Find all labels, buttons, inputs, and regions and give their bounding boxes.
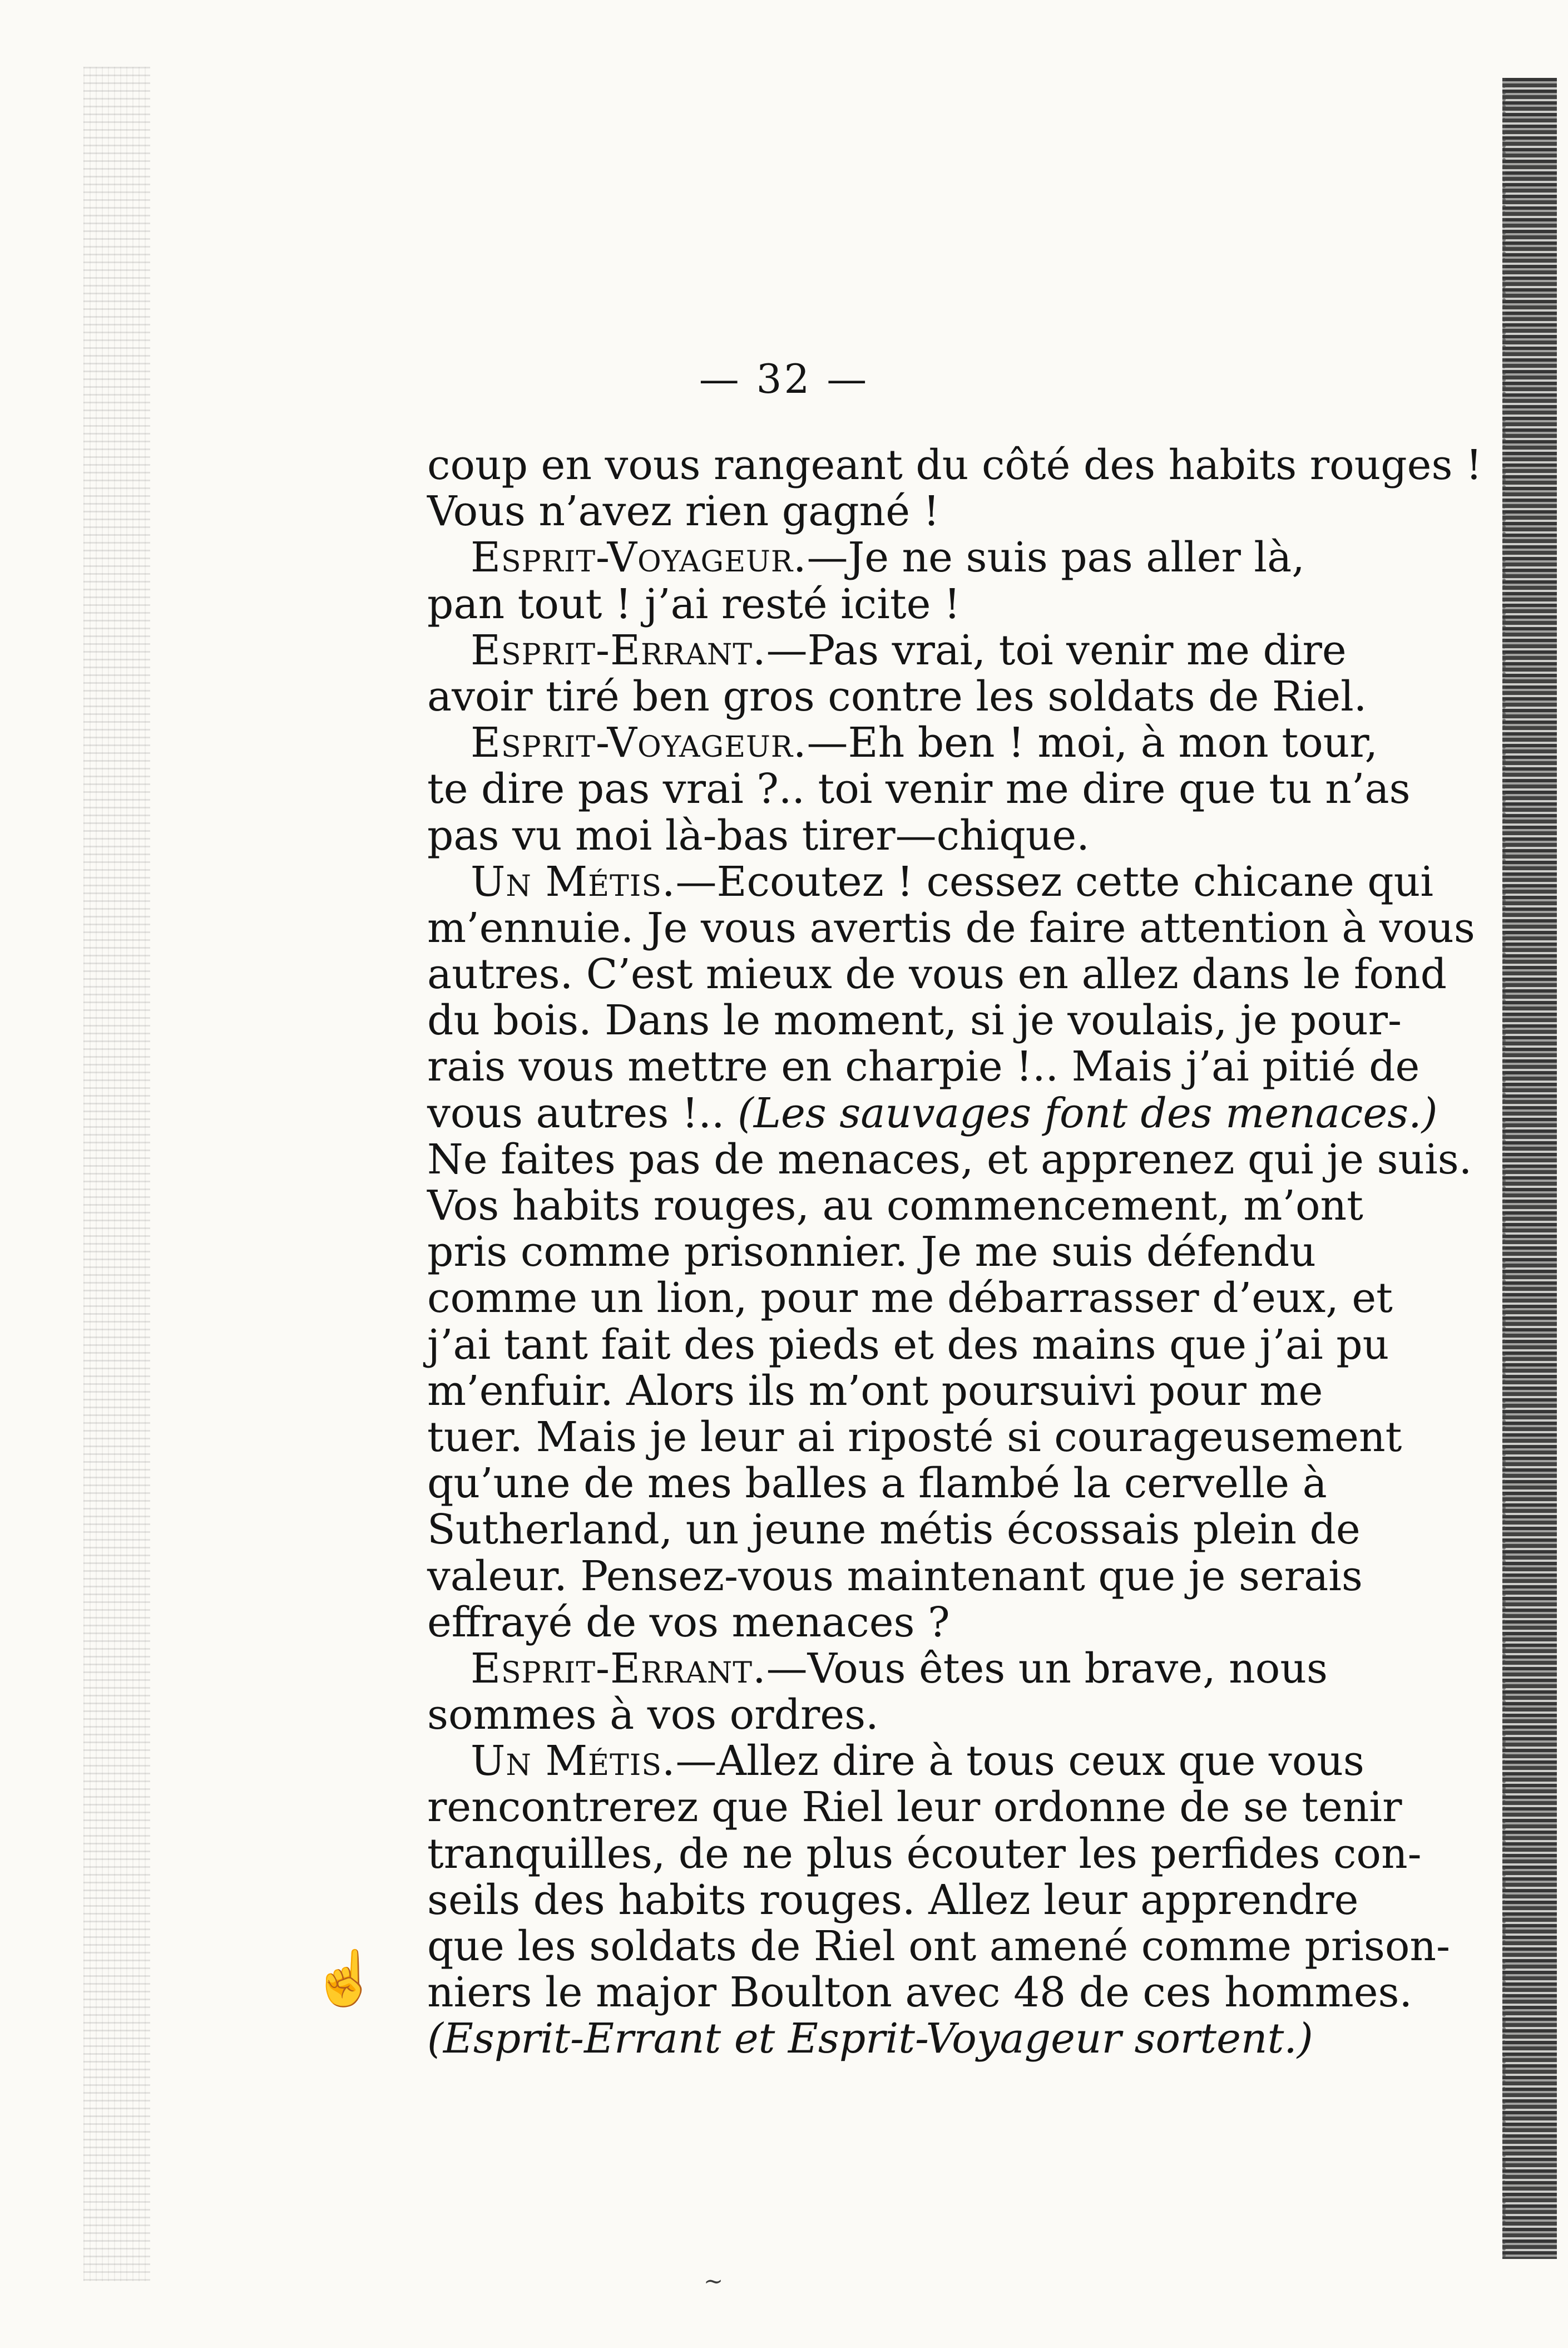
scan-right-edge <box>1502 78 1557 2259</box>
text-line <box>427 2016 1351 2062</box>
text-line: rencontrerez que Riel leur ordonne de se tenir <box>427 1783 1402 1832</box>
text-line: vous autres !.. (Les sauvages font des menaces.) <box>427 1089 1438 1137</box>
text-line: comme un lion, pour me débarrasser d’eux, et <box>427 1274 1393 1323</box>
text-line: qu’une de mes balles a flambé la cervelle à <box>427 1459 1327 1508</box>
text-line: m’enfuir. Alors ils m’ont poursuivi pour me <box>427 1367 1323 1415</box>
text-block <box>427 441 1482 2063</box>
pointing-hand-icon: ☝ <box>311 1947 378 2009</box>
text-line: seils des habits rouges. Allez leur apprendre <box>427 1876 1359 1924</box>
text-line: coup en vous rangeant du côté des habits rouges ! <box>427 441 1482 489</box>
speaker-name: Esprit-Errant. <box>471 626 766 674</box>
text-line: pas vu moi là-bas tirer—chique. <box>427 811 1090 860</box>
text-line: valeur. Pensez-vous maintenant que je serais <box>427 1552 1363 1600</box>
text-line: pan tout ! j’ai resté icite ! <box>427 580 961 628</box>
text-line: m’ennuie. Je vous avertis de faire attention à vous <box>427 904 1475 952</box>
text-line: j’ai tant fait des pieds et des mains que j’ai pu <box>427 1320 1389 1369</box>
text-line: Sutherland, un jeune métis écossais plein de <box>427 1506 1361 1554</box>
page-number: — 32 — <box>699 356 869 402</box>
speaker-name: Esprit-Errant. <box>471 1644 766 1693</box>
text-line: te dire pas vrai ?.. toi venir me dire que tu n’as <box>427 765 1411 813</box>
text-line: que les soldats de Riel ont amené comme prison- <box>427 1922 1451 1970</box>
text-line: effrayé de vos menaces ? <box>427 1598 950 1646</box>
text-line: autres. C’est mieux de vous en allez dans le fond <box>427 950 1447 999</box>
speaker-name: Un Métis. <box>471 1737 676 1785</box>
dialogue-line: Esprit-Voyageur.—Eh ben ! moi, à mon tour, <box>471 719 1378 767</box>
speaker-name: Esprit-Voyageur. <box>471 719 807 767</box>
dialogue-line: Esprit-Errant.—Pas vrai, toi venir me dire <box>471 626 1347 674</box>
dialogue-line: Esprit-Voyageur.—Je ne suis pas aller là, <box>471 534 1305 582</box>
stage-direction: (Esprit-Errant et Esprit-Voyageur sortent.) <box>427 2015 1313 2063</box>
text-line: avoir tiré ben gros contre les soldats de Riel. <box>427 672 1367 721</box>
scan-left-edge <box>83 67 150 2281</box>
dialogue-line: Un Métis.—Allez dire à tous ceux que vous <box>471 1737 1364 1785</box>
text-line: rais vous mettre en charpie !.. Mais j’ai pitié de <box>427 1043 1420 1091</box>
text-line: pris comme prisonnier. Je me suis défendu <box>427 1228 1316 1276</box>
text-line: niers le major Boulton avec 48 de ces hommes. <box>427 1969 1413 2017</box>
text-line: Ne faites pas de menaces, et apprenez qui je suis. <box>427 1135 1472 1183</box>
text-line: sommes à vos ordres. <box>427 1691 879 1739</box>
stage-direction: (Les sauvages font des menaces.) <box>738 1089 1438 1137</box>
text-line: Vous n’avez rien gagné ! <box>427 487 940 536</box>
text-line: du bois. Dans le moment, si je voulais, je pour- <box>427 997 1402 1045</box>
text-line: tranquilles, de ne plus écouter les perfides con- <box>427 1829 1422 1878</box>
dialogue-line: Un Métis.—Ecoutez ! cessez cette chicane qui <box>471 857 1433 906</box>
speaker-name: Esprit-Voyageur. <box>471 534 807 582</box>
text-line: tuer. Mais je leur ai riposté si courageusement <box>427 1413 1402 1461</box>
dialogue-line: Esprit-Errant.—Vous êtes un brave, nous <box>471 1644 1328 1693</box>
ornament-icon: ~ <box>704 2267 724 2295</box>
speaker-name: Un Métis. <box>471 857 676 906</box>
text-line: Vos habits rouges, au commencement, m’ont <box>427 1182 1363 1230</box>
